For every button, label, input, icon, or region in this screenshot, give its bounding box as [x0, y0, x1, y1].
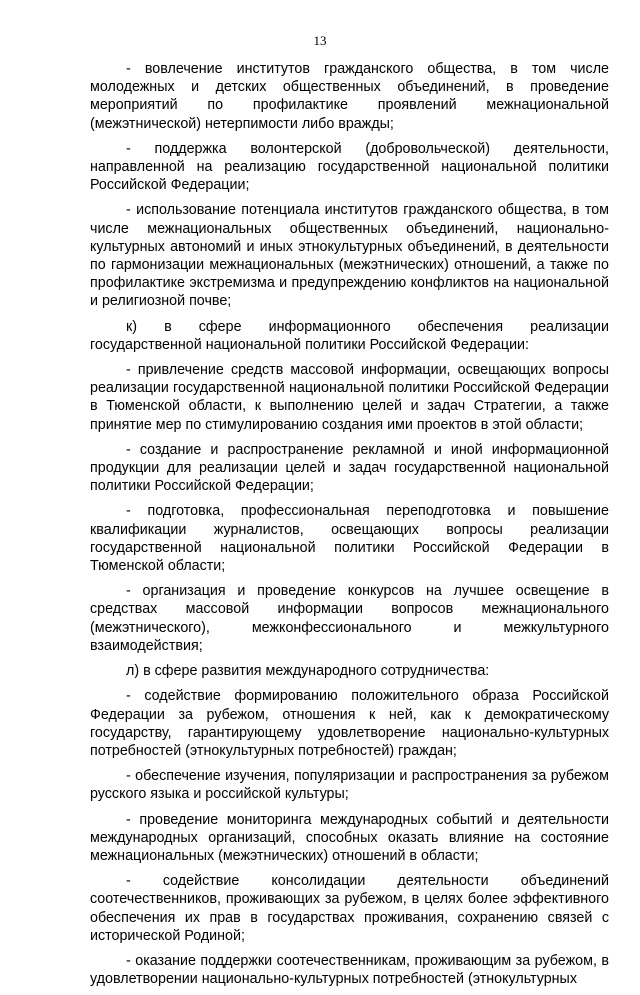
- paragraph-bullet-6: - подготовка, профессиональная переподготовка и повышение квалификации журналистов, освещающих вопросы реализации государственной национальной политики Российской Федерации в Тюменской области;: [90, 502, 609, 575]
- section-heading-l: л) в сфере развития международного сотрудничества:: [126, 663, 490, 680]
- document-body: [90, 60, 609, 995]
- paragraph-bullet-1: - вовлечение институтов гражданского общества, в том числе молодежных и детских общественных объединений, в проведение мероприятий по профилактике проявлений межнациональной (межэтнической) нетерпимости либо вражды;: [90, 60, 609, 133]
- paragraph-bullet-8: - содействие формированию положительного образа Российской Федерации за рубежом, отношения к ней, как к демократическому государству, гарантирующему удовлетворение национально-культурных потребностей (этнокультурных потребностей) граждан;: [90, 687, 609, 760]
- page-number: 13: [313, 33, 327, 48]
- paragraph-bullet-2: - поддержка волонтерской (добровольческой) деятельности, направленной на реализацию государственной национальной политики Российской Федерации;: [90, 140, 609, 195]
- paragraph-bullet-3: - использование потенциала институтов гражданского общества, в том числе межнациональных общественных объединений, национально-культурных автономий и иных этнокультурных объединений, в деятельности по гармонизации межнациональных (межэтнических) отношений, а также по профилактике экстремизма и предупреждению конфликтов на национальной и религиозной почве;: [90, 201, 609, 310]
- paragraph-bullet-9: - обеспечение изучения, популяризации и распространения за рубежом русского языка и российской культуры;: [90, 767, 609, 803]
- paragraph-bullet-5: - создание и распространение рекламной и иной информационной продукции для реализации целей и задач государственной национальной политики Российской Федерации;: [90, 441, 609, 496]
- paragraph-bullet-11: - содействие консолидации деятельности объединений соотечественников, проживающих за рубежом, в целях более эффективного обеспечения их прав в государствах проживания, сохранению связей с исторической Родиной;: [90, 872, 609, 945]
- paragraph-bullet-7: - организация и проведение конкурсов на лучшее освещение в средствах массовой информации вопросов межнационального (межэтнического), межконфессионального и межкультурного взаимодействия;: [90, 582, 609, 655]
- paragraph-bullet-4: - привлечение средств массовой информации, освещающих вопросы реализации государственной национальной политики Российской Федерации в Тюменской области, к выполнению целей и задач Стратегии, а также принятие мер по стимулированию создания ими проектов в этой области;: [90, 361, 609, 434]
- section-heading-k: к) в сфере информационного обеспечения реализации государственной национальной политики Российской Федерации:: [90, 318, 609, 353]
- paragraph-bullet-10: - проведение мониторинга международных событий и деятельности международных организаций, способных оказать влияние на состояние межнациональных (межэтнических) отношений в области;: [90, 811, 609, 866]
- paragraph-bullet-12: - оказание поддержки соотечественникам, проживающим за рубежом, в удовлетворении национально-культурных потребностей (этнокультурных: [90, 952, 609, 988]
